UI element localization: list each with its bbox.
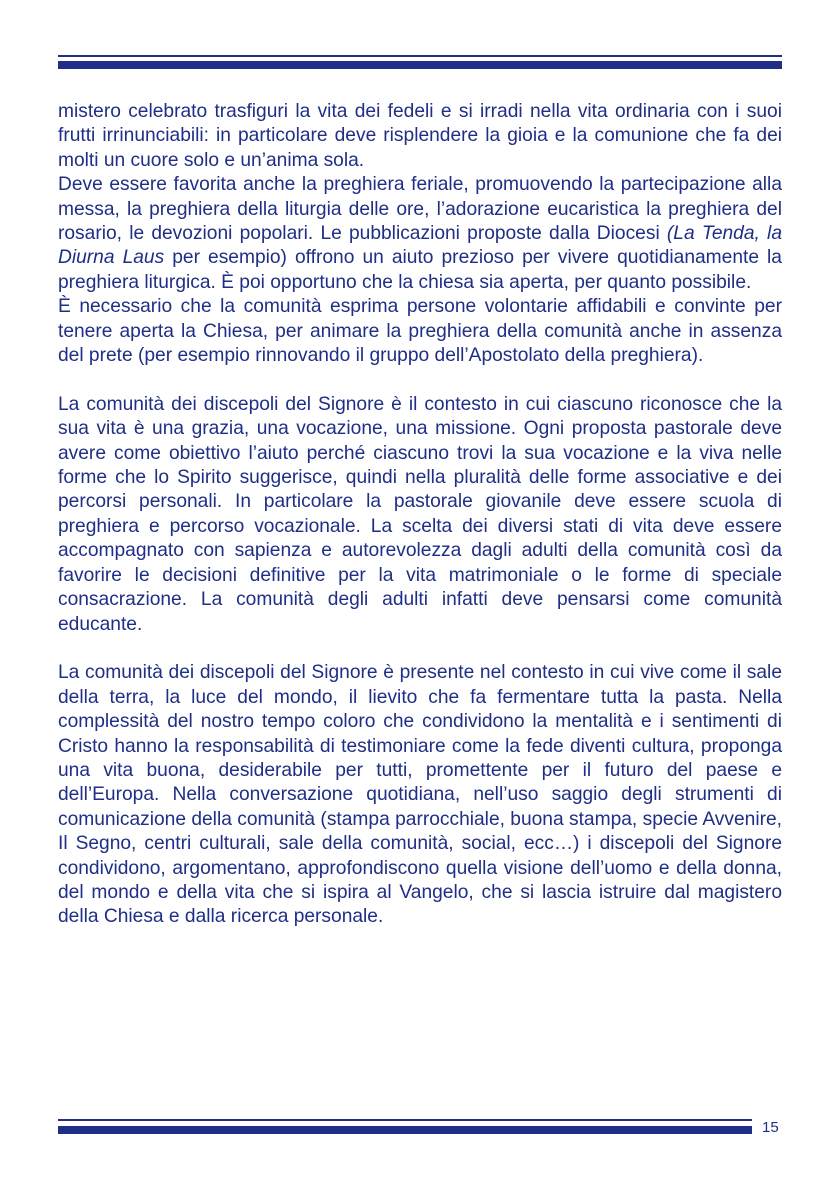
footer-rule-thick: [58, 1126, 752, 1134]
paragraph-2: [58, 173, 782, 295]
paragraph-5: La comunità dei discepoli del Signore è presente nel contesto in cui vive come il sale della terra, la luce del mondo, il lievito che fa fermentare tutta la pasta. Nella complessità del nostro tempo coloro che condividono la mentalità e i sentimenti di Cristo hanno la responsabilità di testimoniare come la fede diventi cultura, proponga una vita buona, desiderabile per tutti, promettente per il futuro del paese e dell’Europa. Nella conversazione quotidiana, nell’uso saggio degli strumenti di comunicazione della comunità (stampa parrocchiale, buona stampa, specie Avvenire, Il Segno, centri culturali, sale della comunità, social, ecc…) i discepoli del Signore condividono, argomentano, approfondiscono quella visione dell’uomo e della donna, del mondo e della vita che si ispira al Vangelo, che si lascia istruire dal magistero della Chiesa e dalla ricerca personale.: [58, 662, 782, 928]
paragraph-1: mistero celebrato trasfiguri la vita dei fedeli e si irradi nella vita ordinaria con i suoi frutti irrinunciabili: in particolare deve risplendere la gioia e la comunione che fa dei molti un cuore solo e un’anima sola.: [58, 101, 782, 171]
header-rule-thick: [58, 61, 782, 69]
publication-titles: (La Tenda, la Diurna Laus: [58, 223, 782, 269]
page-number: 15: [762, 1119, 779, 1136]
paragraph-4: La comunità dei discepoli del Signore è il contesto in cui ciascuno riconosce che la sua vita è una grazia, una vocazione, una missione. Ogni proposta pastorale deve avere come obiettivo l’aiuto perché ciascuno trovi la sua vocazione e la viva nelle forme che lo Spirito suggerisce, quindi nella pluralità delle forme associative e dei percorsi personali. In particolare la pastorale giovanile deve essere scuola di preghiera e percorso vocazionale. La scelta dei diversi stati di vita deve essere accompagnato con sapienza e autorevolezza dagli adulti della comunità così da favorire le decisioni definitive per la vita matrimoniale o le forme di speciale consacrazione. La comunità degli adulti infatti deve pensarsi come comunità educante.: [58, 393, 782, 635]
paragraph-3: È necessario che la comunità esprima persone volontarie affidabili e convinte per tenere aperta la Chiesa, per animare la preghiera della comunità anche in assenza del prete (per esempio rinnovando il gruppo dell’Apostolato della preghiera).: [58, 296, 782, 367]
paragraph-2-text-before: Deve essere favorita anche la preghiera feriale, promuovendo la partecipazione alla messa, la preghiera della liturgia delle ore, l’adorazione eucaristica la preghiera del rosario, le devozioni popolari. Le pubblicazioni proposte dalla Diocesi: [58, 174, 782, 245]
page-body: [58, 100, 782, 930]
paragraph-2-text-after: per esempio) offrono un aiuto prezioso per vivere quotidianamente la preghiera liturgica. È poi opportuno che la chiesa sia aperta, per quanto possibile.: [58, 247, 782, 293]
header-rule-thin: [58, 55, 782, 57]
footer-rule-thin: [58, 1119, 752, 1121]
